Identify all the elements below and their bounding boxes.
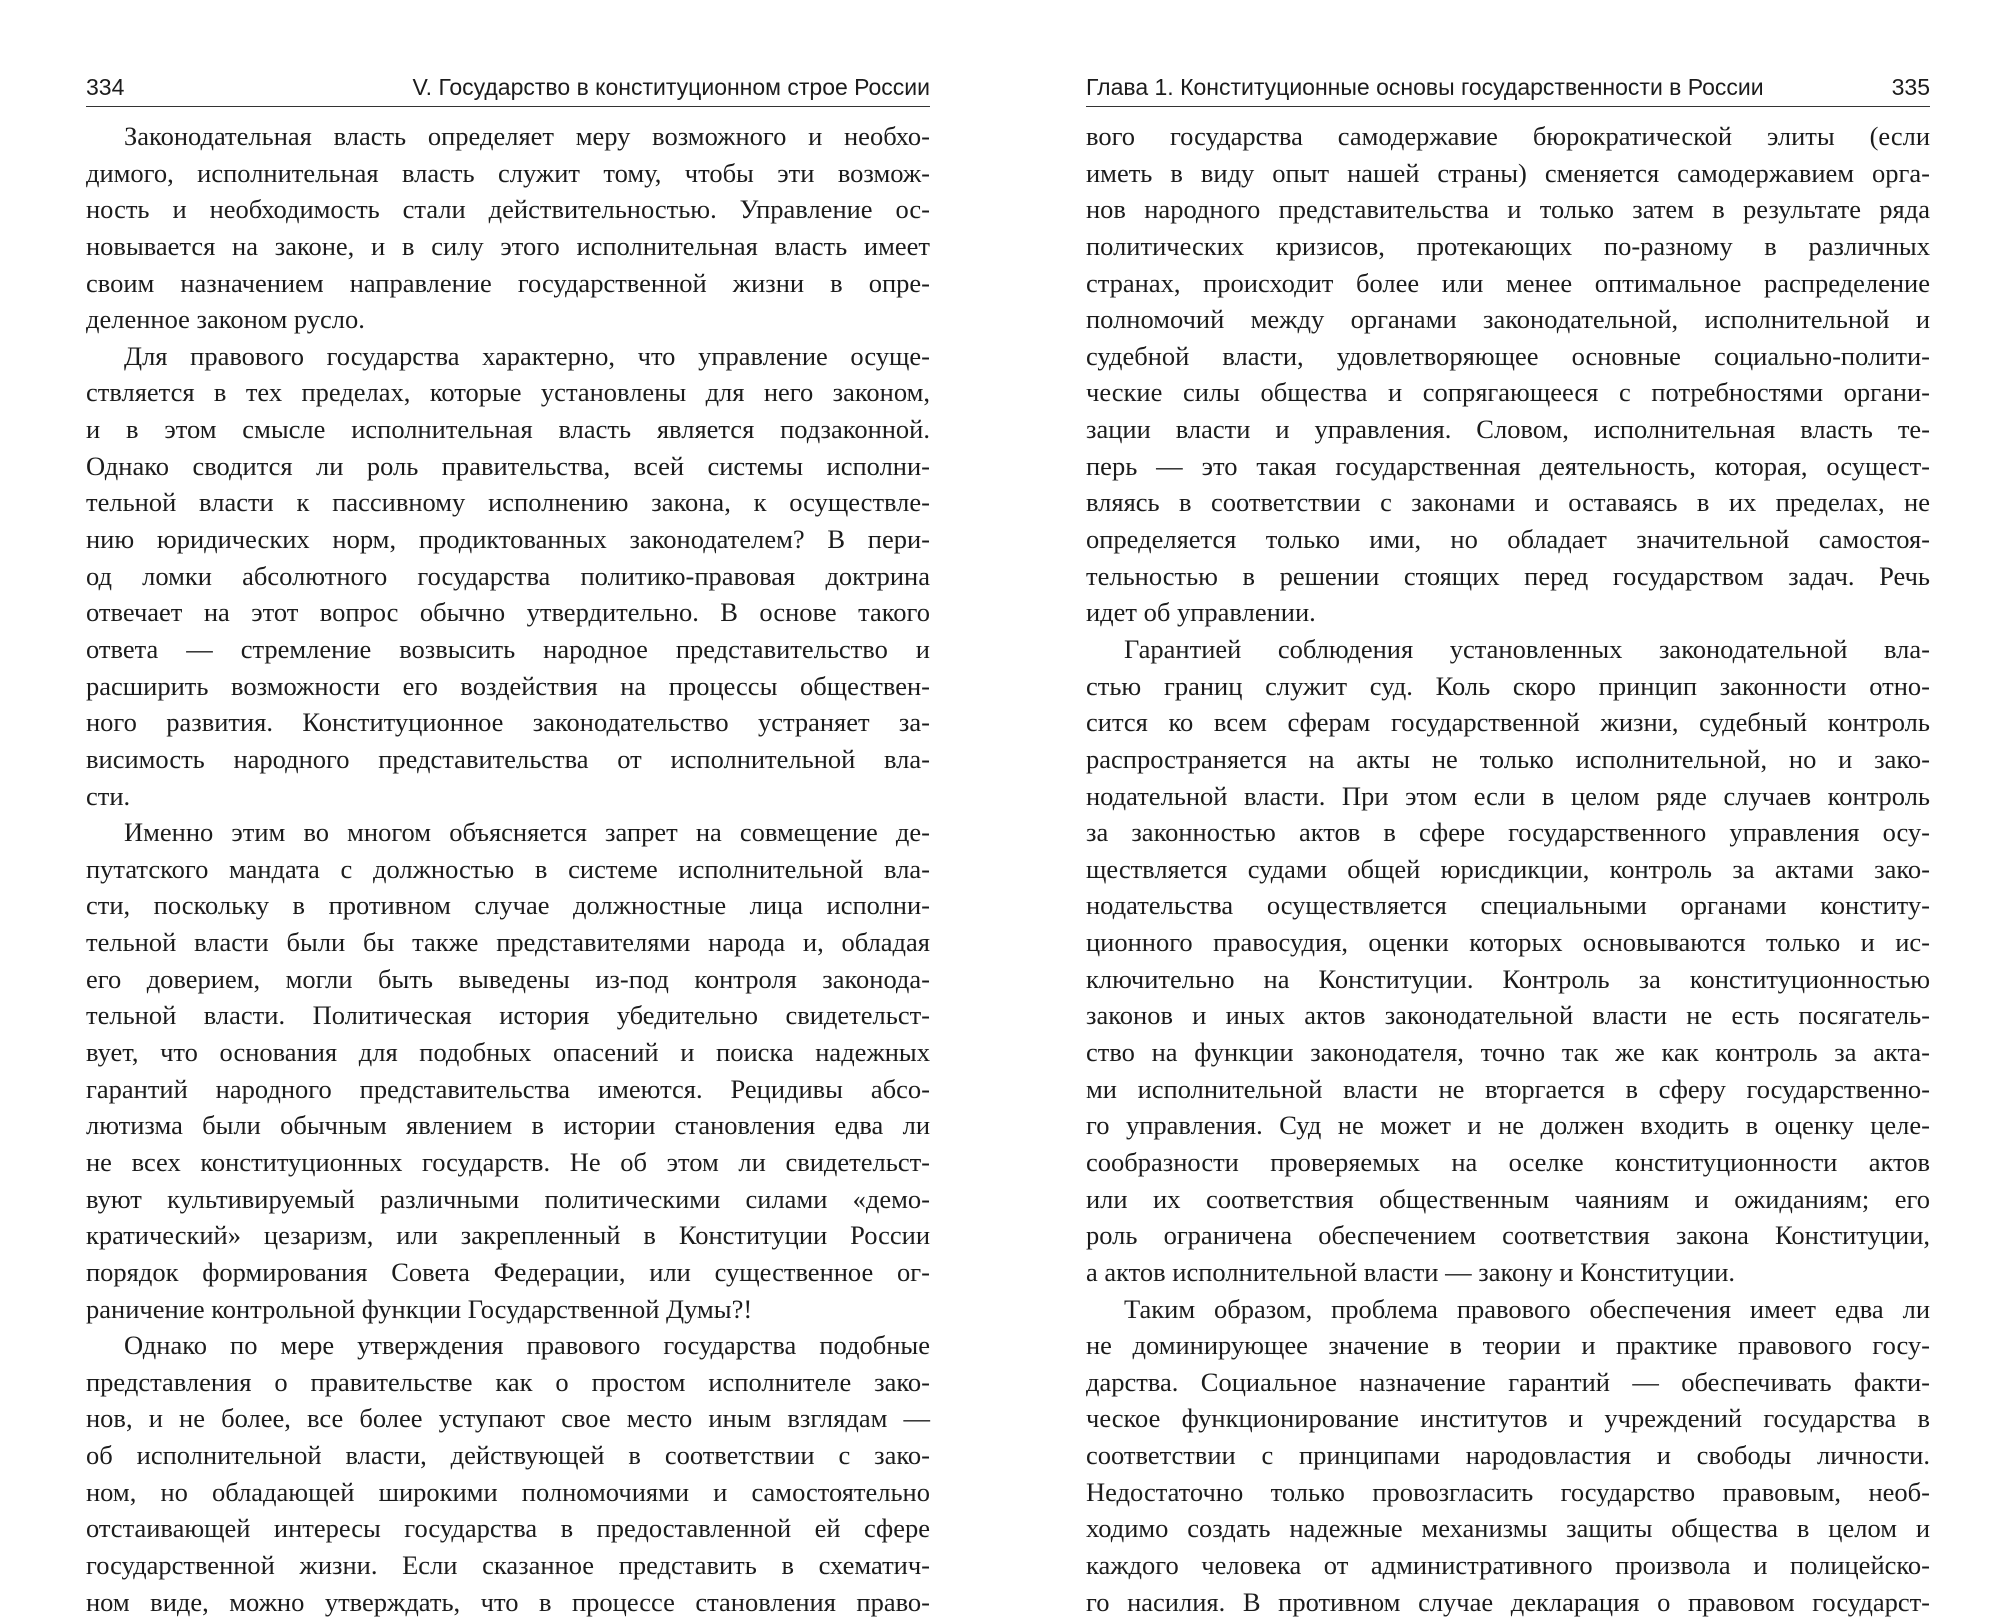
text-line: законов и иных актов законодательной власти не есть посягатель- — [1086, 1000, 1930, 1031]
text-line: ключительно на Конституции. Контроль за конституционностью — [1086, 963, 1930, 994]
text-line: Однако сводится ли роль правительства, всей системы исполни- — [86, 450, 930, 481]
text-line: вует, что основания для подобных опасений и поиска надежных — [86, 1037, 930, 1068]
text-line: а актов исполнительной власти — закону и Конституции. — [1086, 1256, 1736, 1287]
page-number: 335 — [1891, 74, 1930, 100]
text-line: представления о правительстве как о простом исполнителе зако- — [86, 1366, 930, 1397]
text-line: политических кризисов, протекающих по-разному в различных — [1086, 230, 1930, 261]
text-line: ходимо создать надежные механизмы защиты общества в целом и — [1086, 1513, 1930, 1544]
text-line: его доверием, могли быть выведены из-под контроля законода- — [86, 963, 930, 994]
text-line: го управления. Суд не может и не должен входить в оценку целе- — [1086, 1110, 1930, 1141]
text-line: не всех конституционных государств. Не об этом ли свидетельст- — [86, 1146, 930, 1177]
text-line: ционного правосудия, оценки которых основываются только и ис- — [1086, 927, 1930, 958]
text-line: сится ко всем сферам государственной жизни, судебный контроль — [1086, 707, 1930, 738]
right-page — [1086, 0, 1930, 1617]
text-line: не доминирующее значение в теории и практике правового госу- — [1086, 1330, 1930, 1361]
text-line: димого, исполнительная власть служит тому, чтобы эти возмож- — [86, 157, 930, 188]
text-line: ность и необходимость стали действительностью. Управление ос- — [86, 194, 930, 225]
text-line: Таким образом, проблема правового обеспечения имеет едва ли — [1124, 1293, 1930, 1324]
left-page — [86, 0, 930, 1617]
text-line: Гарантией соблюдения установленных законодательной вла- — [1124, 633, 1930, 664]
text-line: дарства. Социальное назначение гарантий — обеспечивать факти- — [1086, 1366, 1930, 1397]
text-line: ство на функции законодателя, точно так же как контроль за акта- — [1086, 1037, 1930, 1068]
text-line: ществляется судами общей юрисдикции, контроль за актами зако- — [1086, 853, 1930, 884]
text-line: Именно этим во многом объясняется запрет на совмещение де- — [124, 817, 930, 848]
page-text — [86, 118, 930, 1620]
running-header — [1086, 72, 1930, 107]
text-line: ми исполнительной власти не вторгается в сферу государственно- — [1086, 1073, 1930, 1104]
text-line: иметь в виду опыт нашей страны) сменяется самодержавием орга- — [1086, 157, 1930, 188]
text-line: нодательства осуществляется специальными органами конститу- — [1086, 890, 1930, 921]
page-text — [1086, 118, 1930, 1620]
text-line: вого государства самодержавие бюрократической элиты (если — [1086, 121, 1930, 151]
text-line: тельной власти к пассивному исполнению закона, к осуществле- — [86, 487, 930, 518]
text-line: висимость народного представительства от исполнительной вла- — [86, 743, 930, 774]
text-line: нов народного представительства и только затем в результате ряда — [1086, 194, 1930, 225]
text-line: нодательной власти. При этом если в целом ряде случаев контроль — [1086, 780, 1930, 811]
text-line: го насилия. В противном случае декларация о правовом государст- — [1086, 1586, 1930, 1617]
text-line: ного развития. Конституционное законодательство устраняет за- — [86, 707, 930, 738]
text-line: об исполнительной власти, действующей в соответствии с зако- — [86, 1440, 930, 1471]
text-line: судебной власти, удовлетворяющее основные социально-полити- — [1086, 340, 1930, 371]
text-line: ном виде, можно утверждать, что в процессе становления право- — [86, 1586, 930, 1617]
text-line: за законностью актов в сфере государственного управления осу- — [1086, 817, 1930, 848]
text-line: отвечает на этот вопрос обычно утвердительно. В основе такого — [86, 597, 930, 628]
text-line: лютизма были обычным явлением в истории становления едва ли — [86, 1110, 930, 1141]
text-line: идет об управлении. — [1086, 597, 1316, 628]
text-line: распространяется на акты не только исполнительной, но и зако- — [1086, 743, 1930, 774]
running-title: V. Государство в конституционном строе России — [412, 74, 930, 100]
text-line: Однако по мере утверждения правового государства подобные — [124, 1330, 930, 1361]
text-line: раничение контрольной функции Государственной Думы?! — [86, 1293, 753, 1324]
text-line: путатского мандата с должностью в системе исполнительной вла- — [86, 853, 930, 884]
page-number: 334 — [86, 74, 125, 100]
text-line: и в этом смысле исполнительная власть является подзаконной. — [86, 414, 930, 445]
text-line: ном, но обладающей широкими полномочиями и самостоятельно — [86, 1476, 930, 1507]
text-line: полномочий между органами законодательной, исполнительной и — [1086, 304, 1930, 335]
text-line: ответа — стремление возвысить народное представительство и — [86, 633, 930, 664]
text-line: определяется только ими, но обладает значительной самостоя- — [1086, 524, 1930, 555]
text-line: тельной власти. Политическая история убедительно свидетельст- — [86, 1000, 930, 1031]
text-line: новывается на законе, и в силу этого исполнительная власть имеет — [86, 230, 930, 261]
text-line: зации власти и управления. Словом, исполнительная власть те- — [1086, 414, 1930, 445]
text-line: деленное законом русло. — [86, 304, 365, 335]
text-line: государственной жизни. Если сказанное представить в схематич- — [86, 1549, 930, 1580]
text-line: вуют культивируемый различными политическими силами «демо- — [86, 1183, 930, 1214]
text-line: ческие силы общества и сопрягающееся с потребностями органи- — [1086, 377, 1930, 408]
text-line: тельной власти были бы также представителями народа и, обладая — [86, 927, 930, 958]
text-line: Недостаточно только провозгласить государство правовым, необ- — [1086, 1476, 1930, 1507]
running-title: Глава 1. Конституционные основы государственности в России — [1086, 74, 1764, 100]
text-line: кратический» цезаризм, или закрепленный в Конституции России — [86, 1220, 930, 1251]
text-line: роль ограничена обеспечением соответствия закона Конституции, — [1086, 1220, 1930, 1251]
text-line: ческое функционирование институтов и учреждений государства в — [1086, 1403, 1930, 1434]
text-line: Законодательная власть определяет меру возможного и необхо- — [124, 121, 930, 151]
text-line: гарантий народного представительства имеются. Рецидивы абсо- — [86, 1073, 930, 1104]
text-line: ствляется в тех пределах, которые установлены для него законом, — [86, 377, 930, 408]
text-line: сообразности проверяемых на оселке конституционности актов — [1086, 1146, 1930, 1177]
text-line: соответствии с принципами народовластия и свободы личности. — [1086, 1440, 1930, 1471]
text-line: странах, происходит более или менее оптимальное распределение — [1086, 267, 1930, 298]
text-line: или их соответствия общественным чаяниям и ожиданиям; его — [1086, 1183, 1930, 1214]
running-header — [86, 72, 930, 107]
text-line: расширить возможности его воздействия на процессы обществен- — [86, 670, 930, 701]
text-line: од ломки абсолютного государства политико-правовая доктрина — [86, 560, 930, 591]
text-line: отстаивающей интересы государства в предоставленной ей сфере — [86, 1513, 930, 1544]
text-line: перь — это такая государственная деятельность, которая, осущест- — [1086, 450, 1930, 481]
text-line: вляясь в соответствии с законами и оставаясь в их пределах, не — [1086, 487, 1930, 518]
text-line: Для правового государства характерно, что управление осуще- — [124, 340, 930, 371]
text-line: нов, и не более, все более уступают свое место иным взглядам — — [86, 1403, 930, 1434]
text-line: нию юридических норм, продиктованных законодателем? В пери- — [86, 524, 930, 555]
text-line: сти. — [86, 780, 131, 811]
text-line: стью границ служит суд. Коль скоро принцип законности отно- — [1086, 670, 1930, 701]
text-line: своим назначением направление государственной жизни в опре- — [86, 267, 930, 298]
text-line: порядок формирования Совета Федерации, или существенное ог- — [86, 1256, 930, 1287]
text-line: сти, поскольку в противном случае должностные лица исполни- — [86, 890, 930, 921]
text-line: каждого человека от административного произвола и полицейско- — [1086, 1549, 1930, 1580]
text-line: тельностью в решении стоящих перед государством задач. Речь — [1086, 560, 1930, 591]
